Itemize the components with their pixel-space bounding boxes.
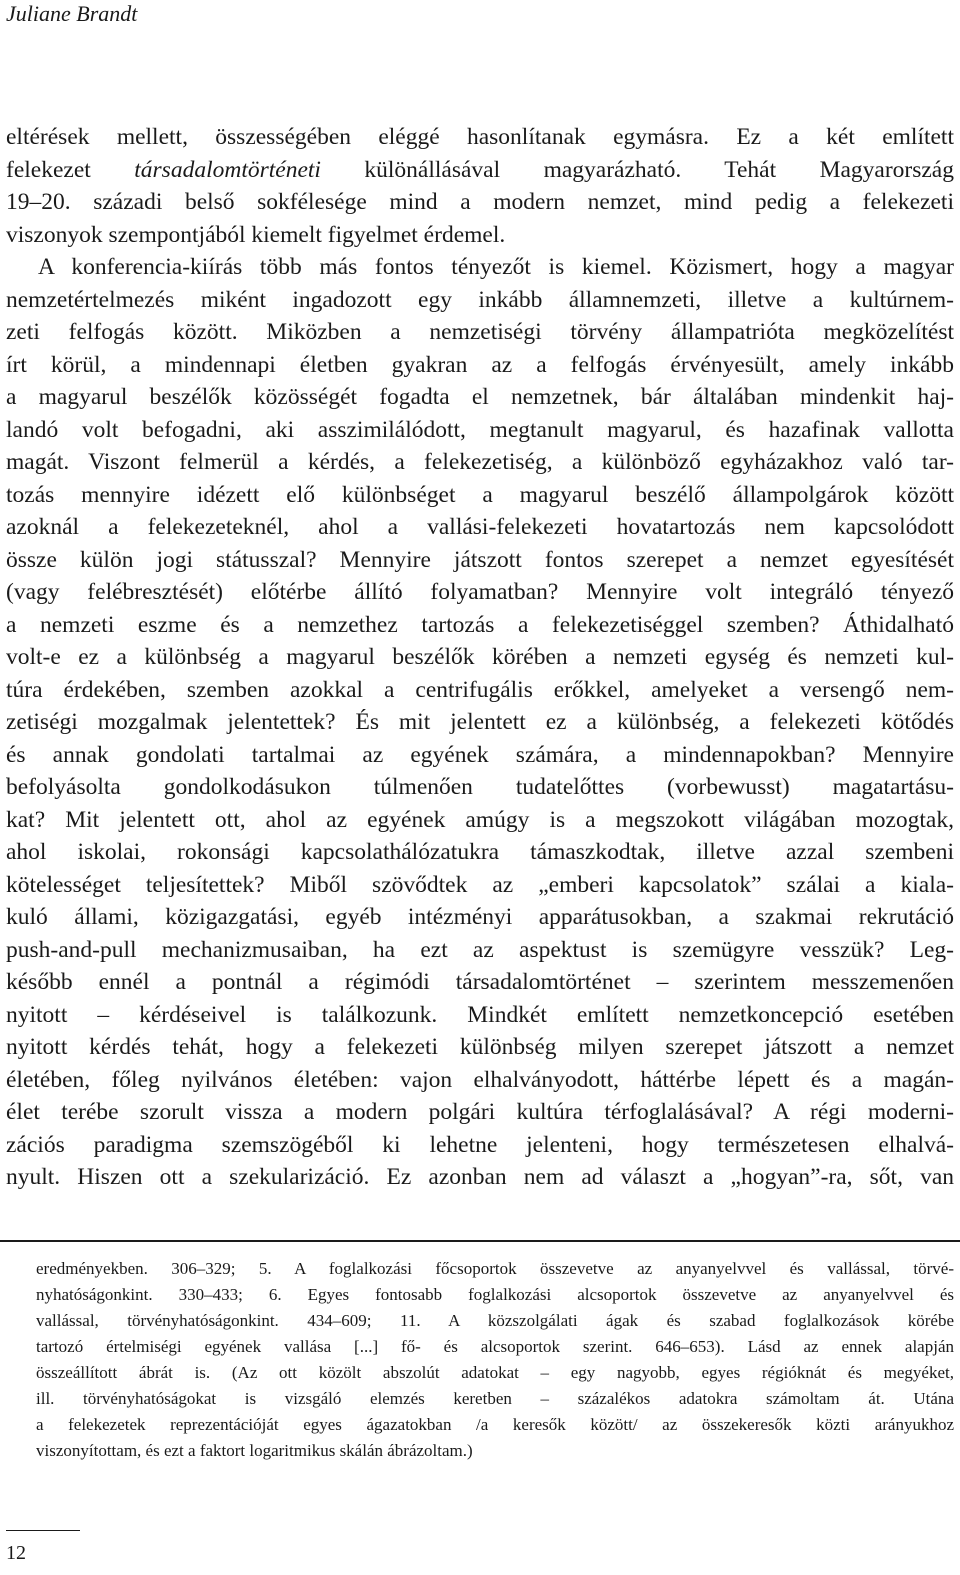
body-line: zeti felfogás között. Miközben a nemzetiségi törvény állampatrióta megközelítést: [6, 319, 954, 345]
body-line: össze külön jogi státusszal? Mennyire játszott fontos szerepet a nemzet egyesítését: [6, 546, 954, 573]
body-line: befolyásolta gondolkodásukon túlmenően tudatelőttes (vorbewusst) magatartásu-: [6, 774, 954, 800]
body-line: írt körül, a mindennapi életben gyakran az a felfogás érvényesült, amely inkább: [6, 351, 954, 378]
body-line: a nemzeti eszme és a nemzethez tartozás a felekezetiséggel szemben? Áthidalható: [6, 611, 954, 638]
body-line: nyult. Hiszen ott a szekularizáció. Ez azonban nem ad választ a „hogyan”-ra, sőt, van: [6, 1164, 954, 1190]
body-line: túra érdekében, szemben azokkal a centrifugális erőkkel, amelyeket a versengő nem-: [6, 676, 954, 703]
body-line: élet terébe szorult vissza a modern polgári kultúra térfoglalásával? A régi moderni-: [6, 1099, 954, 1125]
running-header-author: Juliane Brandt: [6, 1, 138, 26]
body-line: tozás mennyire idézett elő különbséget a magyarul beszélő állampolgárok között: [6, 481, 954, 508]
body-line: nyitott – kérdéseivel is találkozunk. Mindkét említett nemzetkoncepció esetében: [6, 1001, 954, 1028]
footnote-line: tartozó értelmiségi egyének vallása [...] fő- és alcsoportok szerint. 646–653). Lásd az ennek alapján: [36, 1337, 954, 1356]
body-line: A konferencia-kiírás több más fontos tényezőt is kiemel. Közismert, hogy a magyar: [38, 254, 954, 280]
body-line: azoknál a felekezeteknél, ahol a vallási-felekezeti hovatartozás nem kapcsolódott: [6, 514, 954, 540]
main-text: [6, 121, 954, 1194]
body-line: ahol iskolai, rokonsági kapcsolathálózatukra támaszkodtak, illetve azzal szembeni: [6, 839, 954, 865]
body-line: később ennél a pontnál a régimódi társadalomtörténet – szerintem messzemenően: [6, 969, 954, 995]
emphasized-term: társadalomtörténeti: [134, 156, 321, 183]
footnote-text: [36, 1256, 954, 1464]
page-number: 12: [6, 1542, 26, 1564]
footnote-line: eredményekben. 306–329; 5. A foglalkozási főcsoportok összevetve az anyanyelvvel és vallással, törvé-: [36, 1259, 954, 1278]
body-line: viszonyok szempontjából kiemelt figyelmet érdemel.: [6, 221, 506, 248]
page-number-rule: [6, 1530, 80, 1531]
footnote-line: ill. törvényhatóságokat is vizsgáló elemzés keretben – százalékos adatokra számoltam át. Utána: [36, 1389, 954, 1408]
body-line: (vagy felébresztését) előtérbe állító folyamatban? Mennyire volt integráló tényező: [6, 579, 954, 605]
footnote-line: összeállított ábrát is. (Az ott közölt abszolút adatokat – egy nagyobb, egyes régióknát és megyéket,: [36, 1363, 954, 1382]
body-line: zációs paradigma szemszögéből ki lehetne jelenteni, hogy természetesen elhalvá-: [6, 1131, 954, 1158]
body-line: a magyarul beszélők közösségét fogadta el nemzetnek, bár általában mindenkit haj-: [6, 384, 954, 410]
body-line: eltérések mellett, összességében eléggé hasonlítanak egymásra. Ez a két említett: [6, 124, 954, 150]
footnote-separator: [0, 1240, 960, 1242]
body-line: landó volt befogadni, aki asszimilálódott, megtanult magyarul, és hazafinak vallotta: [6, 416, 954, 443]
footnote-line: nyhatóságonkint. 330–433; 6. Egyes fontosabb foglalkozási alcsoportok összevetve az anyanyelvvel és: [36, 1285, 954, 1304]
body-line: magát. Viszont felmerül a kérdés, a felekezetiség, a különböző egyházakhoz való tar-: [6, 449, 954, 475]
footnote-line: viszonyítottam, és ezt a faktort logaritmikus skálán ábrázoltam.): [36, 1441, 473, 1460]
body-line: kat? Mit jelentett ott, ahol az egyének amúgy is a megszokott világában mozogtak,: [6, 806, 954, 833]
body-line: nemzetértelmezés miként ingadozott egy inkább államnemzeti, illetve a kultúrnem-: [6, 286, 954, 313]
body-line: és annak gondolati tartalmai az egyének számára, a mindennapokban? Mennyire: [6, 741, 954, 768]
body-line: nyitott kérdés tehát, hogy a felekezeti különbség milyen szerepet játszott a nemzet: [6, 1034, 954, 1060]
body-line: felekezet társadalomtörténeti különállásával magyarázható. Tehát Magyarország: [6, 156, 954, 183]
footnote-line: a felekezetek reprezentációját egyes ágazatokban /a keresők között/ az összekeresők közti arányukhoz: [36, 1415, 954, 1434]
footnote-line: vallással, törvényhatóságonkint. 434–609; 11. A közszolgálati ágak és szabad foglalkozások körébe: [36, 1311, 954, 1330]
body-line: kötelességet teljesítettek? Miből szövődtek az „emberi kapcsolatok” szálai a kiala-: [6, 871, 954, 898]
body-line: push-and-pull mechanizmusaiban, ha ezt az aspektust is szemügyre vesszük? Leg-: [6, 936, 954, 963]
body-line: volt-e ez a különbség a magyarul beszélők körében a nemzeti egység és nemzeti kul-: [6, 644, 954, 670]
body-line: zetiségi mozgalmak jelentettek? És mit jelentett ez a különbség, a felekezeti kötődés: [6, 709, 954, 735]
body-line: kuló állami, közigazgatási, egyéb intézményi apparátusokban, a szakmai rekrutáció: [6, 904, 954, 930]
body-line: 19–20. századi belső sokfélesége mind a modern nemzet, mind pedig a felekezeti: [6, 189, 954, 215]
body-line: életében, főleg nyilvános életében: vajon elhalványodott, háttérbe lépett és a magán-: [6, 1066, 954, 1093]
